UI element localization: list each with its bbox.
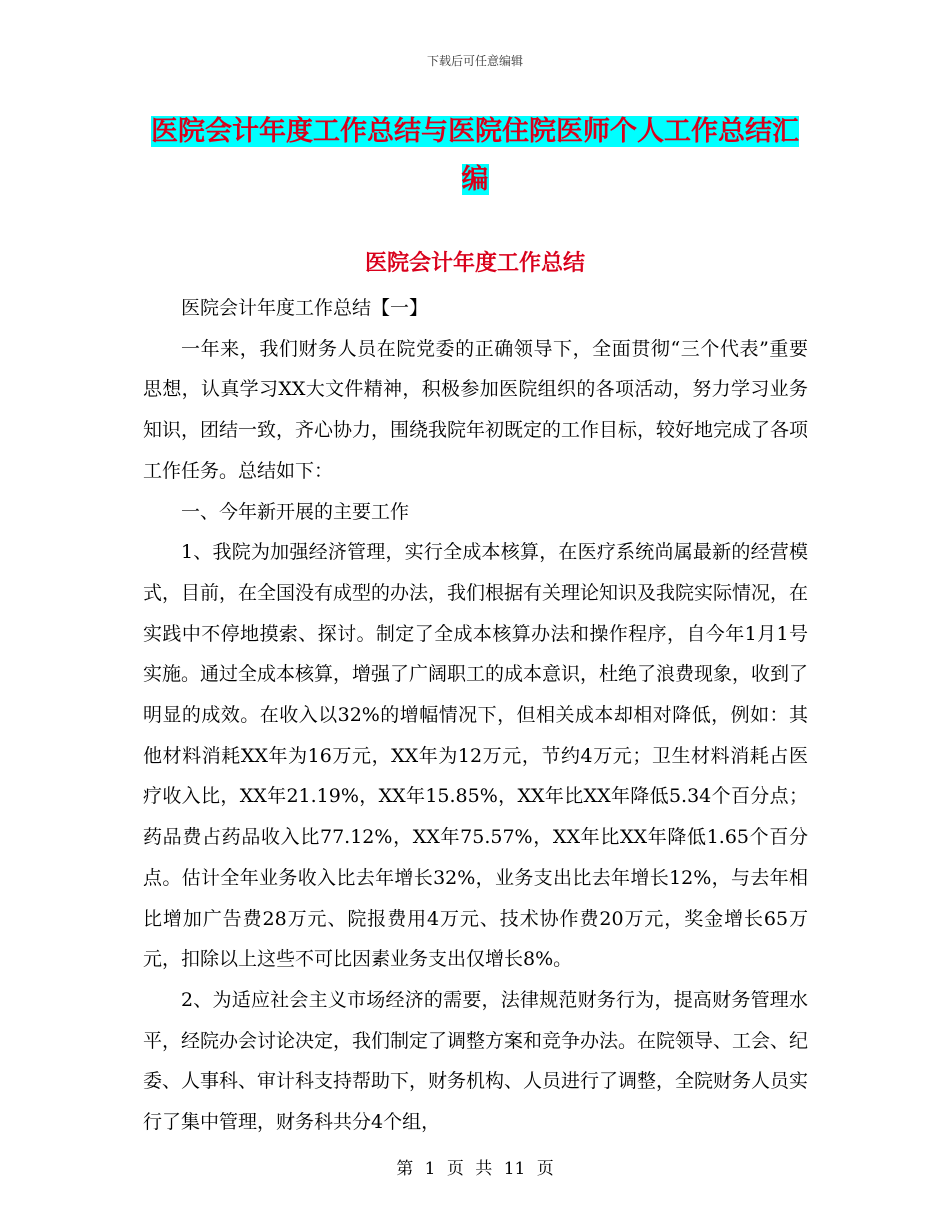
- paragraph-heading: 医院会计年度工作总结【一】: [181, 297, 429, 319]
- document-title: [140, 108, 810, 204]
- paragraph: 一年来，我们财务人员在院党委的正确领导下，全面贯彻“三个代表”重要思想，认真学习XX大文件精神，积极参加医院组织的各项活动，努力学习业务知识，团结一致，齐心协力，围绕我院年初既定的工作目标，较好地完成了各项工作任务。总结如下：: [143, 337, 809, 482]
- header-note: 下载后可任意编辑: [426, 54, 523, 68]
- section-title: 医院会计年度工作总结: [364, 250, 585, 276]
- document-title-text: 医院会计年度工作总结与医院住院医师个人工作总结汇编: [151, 116, 799, 195]
- page-footer: 第 1 页 共 11 页: [396, 1159, 554, 1179]
- paragraph-subheading: 一、今年新开展的主要工作: [181, 500, 410, 523]
- paragraph: 2、为适应社会主义市场经济的需要，法律规范财务行为，提高财务管理水平，经院办会讨论决定，我们制定了调整方案和竞争办法。在院领导、工会、纪委、人事科、审计科支持帮助下，财务机构、人员进行了调整，全院财务人员实行了集中管理，财务科共分4个组，: [143, 988, 809, 1134]
- document-body: [143, 288, 808, 1143]
- paragraph: 1、我院为加强经济管理，实行全成本核算，在医疗系统尚属最新的经营模式，目前，在全国没有成型的办法，我们根据有关理论知识及我院实际情况，在实践中不停地摸索、探讨。制定了全成本核算办法和操作程序，自今年1月1号实施。通过全成本核算，增强了广阔职工的成本意识，杜绝了浪费现象，收到了明显的成效。在收入以32%的增幅情况下，但相关成本却相对降低，例如：其他材料消耗XX年为16万元，XX年为12万元，节约4万元；卫生材料消耗占医疗收入比，XX年21.19%，XX年15.85%，XX年比XX年降低5.34个百分点；药品费占药品收入比77.12%，XX年75.57%，XX年比XX年降低1.65个百分点。估计全年业务收入比去年增长32%，业务支出比去年增长12%，与去年相比增加广告费28万元、院报费用4万元、技术协作费20万元，奖金增长65万元，扣除以上这些不可比因素业务支出仅增长8%。: [143, 541, 809, 971]
